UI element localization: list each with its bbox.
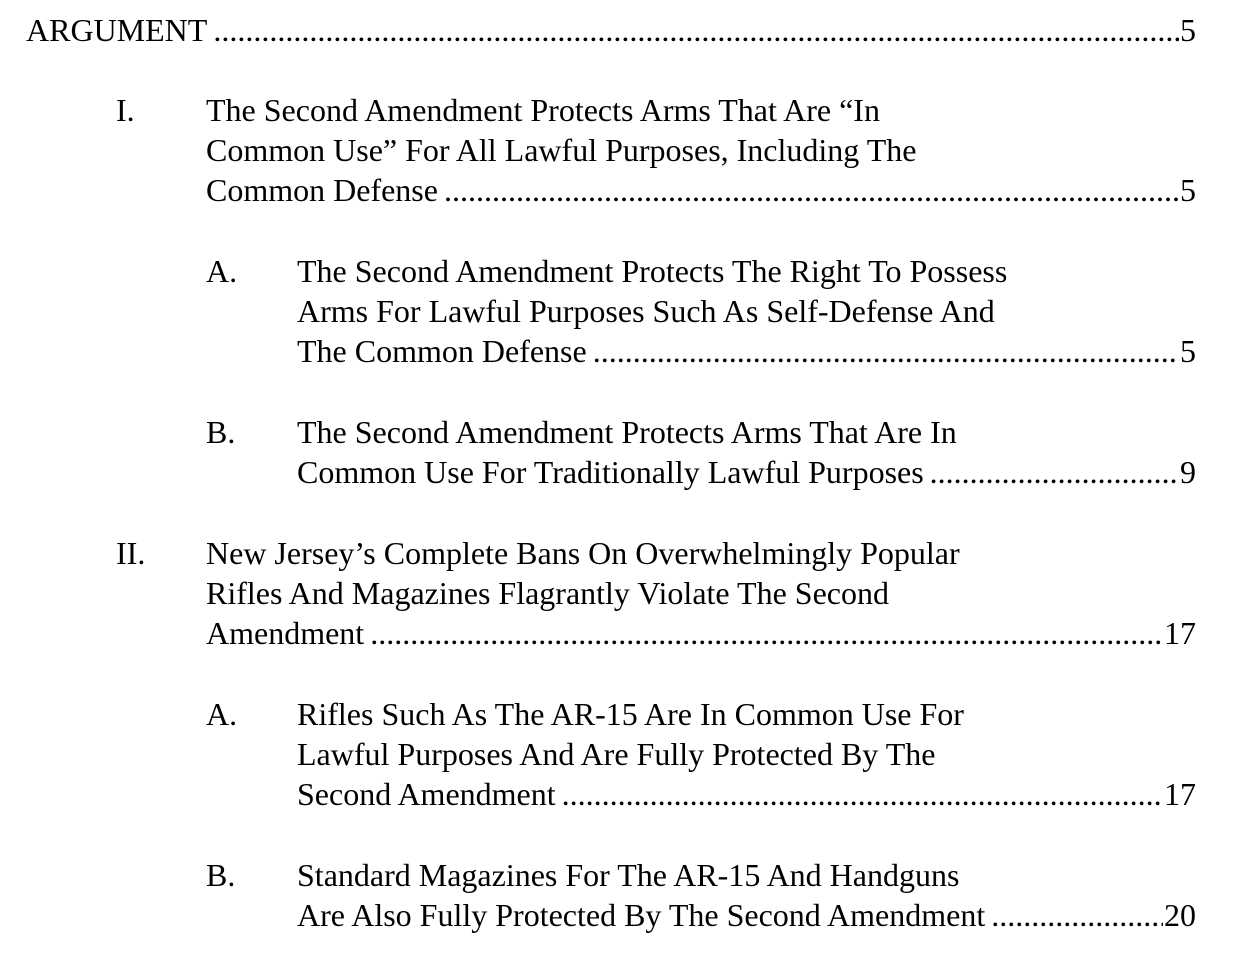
toc-page-number: 20	[1164, 897, 1196, 933]
toc-entry-line: Amendment	[206, 615, 365, 651]
dot-leader	[562, 774, 1163, 814]
toc-entry-section-1-a[interactable]	[297, 251, 1196, 371]
toc-entry-section-2-b[interactable]	[297, 855, 1196, 935]
toc-entry-line: Lawful Purposes And Are Fully Protected By The	[297, 736, 936, 772]
toc-entry-section-1[interactable]	[206, 90, 1196, 210]
toc-entry-line: Standard Magazines For The AR-15 And Handguns	[297, 857, 960, 893]
toc-page-number: 5	[1180, 333, 1196, 369]
toc-subsection-letter: A.	[206, 253, 238, 289]
dot-leader	[991, 895, 1163, 935]
toc-entry-line: Rifles And Magazines Flagrantly Violate The Second	[206, 575, 889, 611]
toc-entry-title: ARGUMENT	[26, 12, 208, 48]
toc-entry-section-2-a[interactable]	[297, 694, 1196, 814]
toc-subsection-letter: B.	[206, 857, 236, 893]
dot-leader	[213, 10, 1179, 50]
dot-leader	[593, 331, 1179, 371]
toc-entry-argument[interactable]	[26, 10, 1196, 50]
dot-leader	[444, 170, 1179, 210]
toc-page-number: 9	[1180, 454, 1196, 490]
toc-page-number: 5	[1180, 12, 1196, 48]
toc-entry-line: Common Defense	[206, 172, 438, 208]
toc-entry-line: Second Amendment	[297, 776, 556, 812]
toc-section-numeral: I.	[116, 92, 135, 128]
toc-entry-line: The Common Defense	[297, 333, 587, 369]
toc-entry-line: The Second Amendment Protects The Right To Possess	[297, 253, 1008, 289]
toc-entry-line: Rifles Such As The AR-15 Are In Common Use For	[297, 696, 964, 732]
toc-page-number: 5	[1180, 172, 1196, 208]
toc-entry-section-1-b[interactable]	[297, 412, 1196, 492]
toc-section-numeral: II.	[116, 535, 146, 571]
toc-page-number: 17	[1164, 776, 1196, 812]
toc-entry-line: The Second Amendment Protects Arms That Are “In	[206, 92, 880, 128]
toc-entry-line: Common Use For Traditionally Lawful Purposes	[297, 454, 924, 490]
toc-entry-line: New Jersey’s Complete Bans On Overwhelmingly Popular	[206, 535, 960, 571]
toc-entry-line: Arms For Lawful Purposes Such As Self-Defense And	[297, 293, 995, 329]
toc-entry-section-2[interactable]	[206, 533, 1196, 653]
toc-page-number: 17	[1164, 615, 1196, 651]
dot-leader	[370, 613, 1163, 653]
dot-leader	[930, 452, 1179, 492]
toc-entry-line: Are Also Fully Protected By The Second Amendment	[297, 897, 986, 933]
toc-subsection-letter: B.	[206, 414, 236, 450]
toc-subsection-letter: A.	[206, 696, 238, 732]
toc-entry-line: Common Use” For All Lawful Purposes, Including The	[206, 132, 917, 168]
toc-entry-line: The Second Amendment Protects Arms That Are In	[297, 414, 957, 450]
